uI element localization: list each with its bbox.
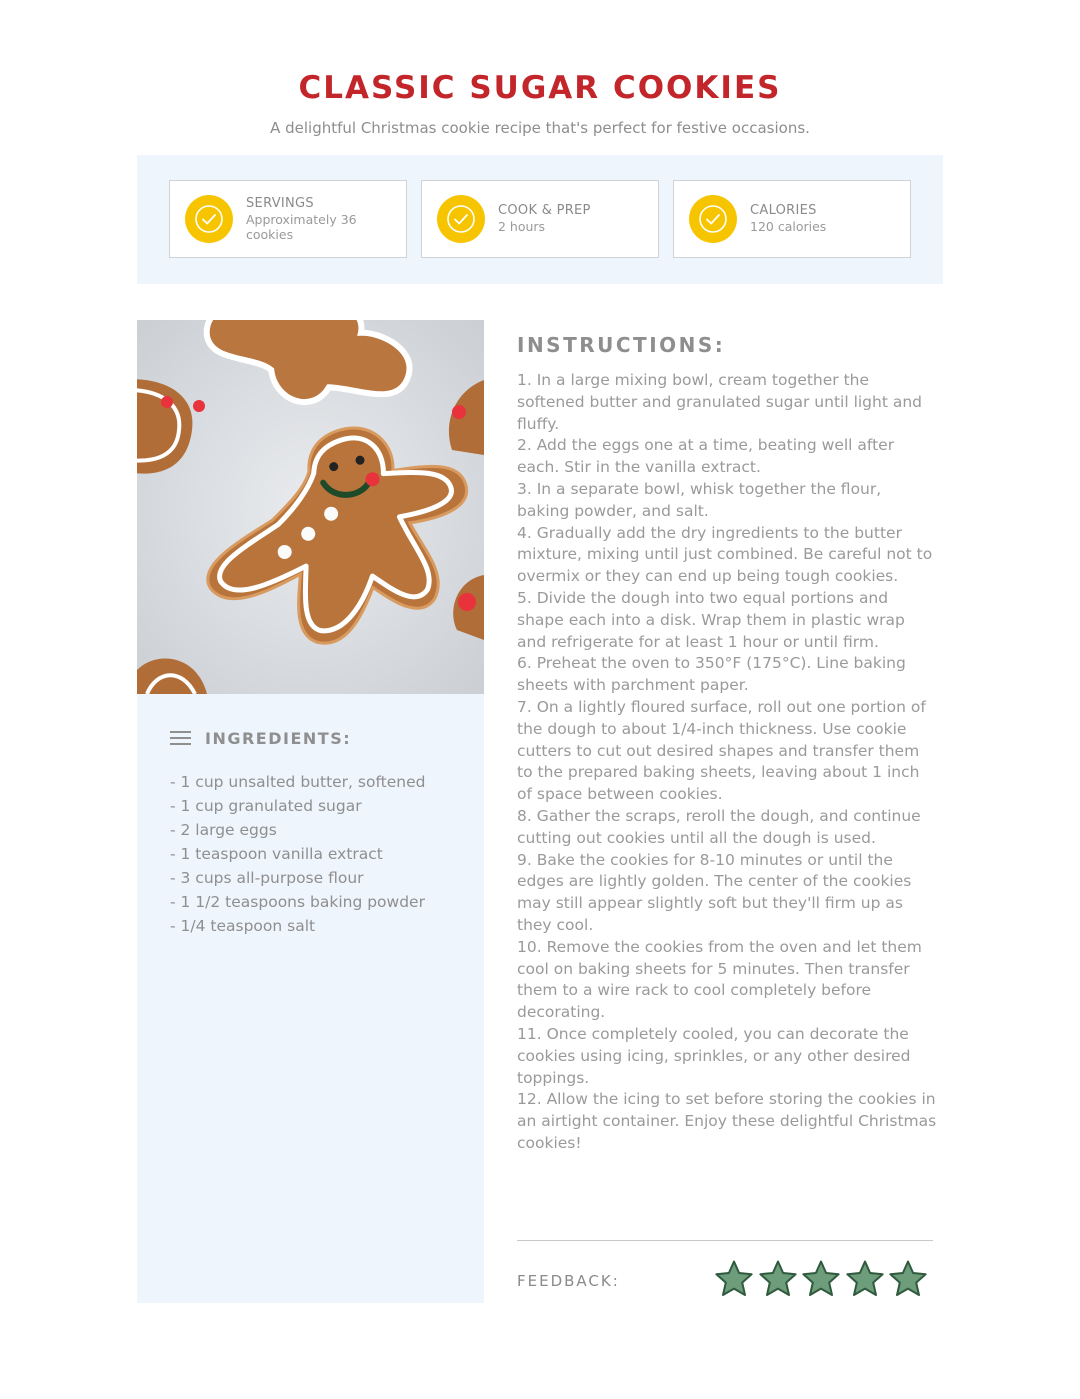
stat-value: 2 hours	[498, 219, 546, 235]
star-icon[interactable]	[758, 1259, 798, 1299]
star-rating[interactable]	[714, 1259, 932, 1299]
check-circle-icon	[437, 195, 485, 243]
check-circle-icon	[689, 195, 737, 243]
ingredients-panel	[137, 694, 484, 1303]
list-item: - 1 cup granulated sugar	[170, 797, 362, 815]
stat-card-calories	[673, 180, 911, 258]
instructions-list	[517, 370, 937, 1155]
instruction-step: 9. Bake the cookies for 8-10 minutes or until the edges are lightly golden. The center of the cookies may still appear slightly soft but they'll firm up as they cool.	[517, 850, 912, 934]
stat-card-servings	[169, 180, 407, 258]
list-item: - 2 large eggs	[170, 821, 277, 839]
list-item: - 3 cups all-purpose flour	[170, 869, 364, 887]
ingredients-title: INGREDIENTS:	[205, 729, 352, 748]
list-item: - 1 teaspoon vanilla extract	[170, 845, 383, 863]
instruction-step: 12. Allow the icing to set before storing the cookies in an airtight container. Enjoy these delightful Christmas cookies!	[517, 1090, 937, 1152]
instruction-step: 5. Divide the dough into two equal portions and shape each into a disk. Wrap them in plastic wrap and refrigerate for at least 1 hour or until firm.	[517, 588, 905, 651]
instruction-step: 11. Once completely cooled, you can decorate the cookies using icing, sprinkles, or any other desired toppings.	[517, 1024, 911, 1087]
instruction-step: 3. In a separate bowl, whisk together the flour, baking powder, and salt.	[517, 479, 882, 520]
stat-card-cook-prep	[421, 180, 659, 258]
feedback-label: FEEDBACK:	[517, 1272, 620, 1290]
menu-icon	[170, 731, 191, 746]
stat-value: Approximately 36 cookies	[246, 211, 357, 242]
stat-label: SERVINGS	[246, 195, 314, 211]
instruction-step: 7. On a lightly floured surface, roll out one portion of the dough to about 1/4-inch thickness. Use cookie cutters to cut out desired shapes and transfer them to the prepared baking sheets, leaving about 1 inch of space between cookies.	[517, 697, 926, 804]
stat-label: COOK & PREP	[498, 203, 591, 219]
instruction-step: 6. Preheat the oven to 350°F (175°C). Line baking sheets with parchment paper.	[517, 654, 906, 695]
star-icon[interactable]	[801, 1259, 841, 1299]
page-title: CLASSIC SUGAR COOKIES	[298, 70, 782, 106]
gingerbread-cookie-photo	[137, 320, 484, 694]
stat-value: 120 calories	[750, 219, 827, 235]
stat-label: CALORIES	[750, 203, 817, 219]
instruction-step: 8. Gather the scraps, reroll the dough, and continue cutting out cookies until all the dough is used.	[517, 806, 921, 847]
recipe-stats-band	[137, 155, 943, 284]
divider	[517, 1240, 933, 1241]
star-icon[interactable]	[888, 1259, 928, 1299]
check-circle-icon	[185, 195, 233, 243]
instruction-step: 10. Remove the cookies from the oven and let them cool on baking sheets for 5 minutes. Then transfer them to a wire rack to cool completely before decorating.	[517, 937, 922, 1022]
instruction-step: 1. In a large mixing bowl, cream together the softened butter and granulated sugar until light and fluffy.	[517, 371, 923, 433]
star-icon[interactable]	[845, 1259, 885, 1299]
list-item: - 1 1/2 teaspoons baking powder	[170, 893, 425, 911]
list-item: - 1/4 teaspoon salt	[170, 917, 316, 935]
instruction-step: 2. Add the eggs one at a time, beating well after each. Stir in the vanilla extract.	[517, 436, 895, 477]
star-icon[interactable]	[714, 1259, 754, 1299]
instructions-title: INSTRUCTIONS:	[517, 333, 726, 357]
page-subtitle: A delightful Christmas cookie recipe that's perfect for festive occasions.	[270, 119, 810, 137]
ingredients-list	[170, 770, 425, 938]
instruction-step: 4. Gradually add the dry ingredients to the butter mixture, mixing until just combined. Be careful not to overmix or they can end up being tough cookies.	[517, 523, 933, 586]
list-item: - 1 cup unsalted butter, softened	[170, 773, 426, 791]
